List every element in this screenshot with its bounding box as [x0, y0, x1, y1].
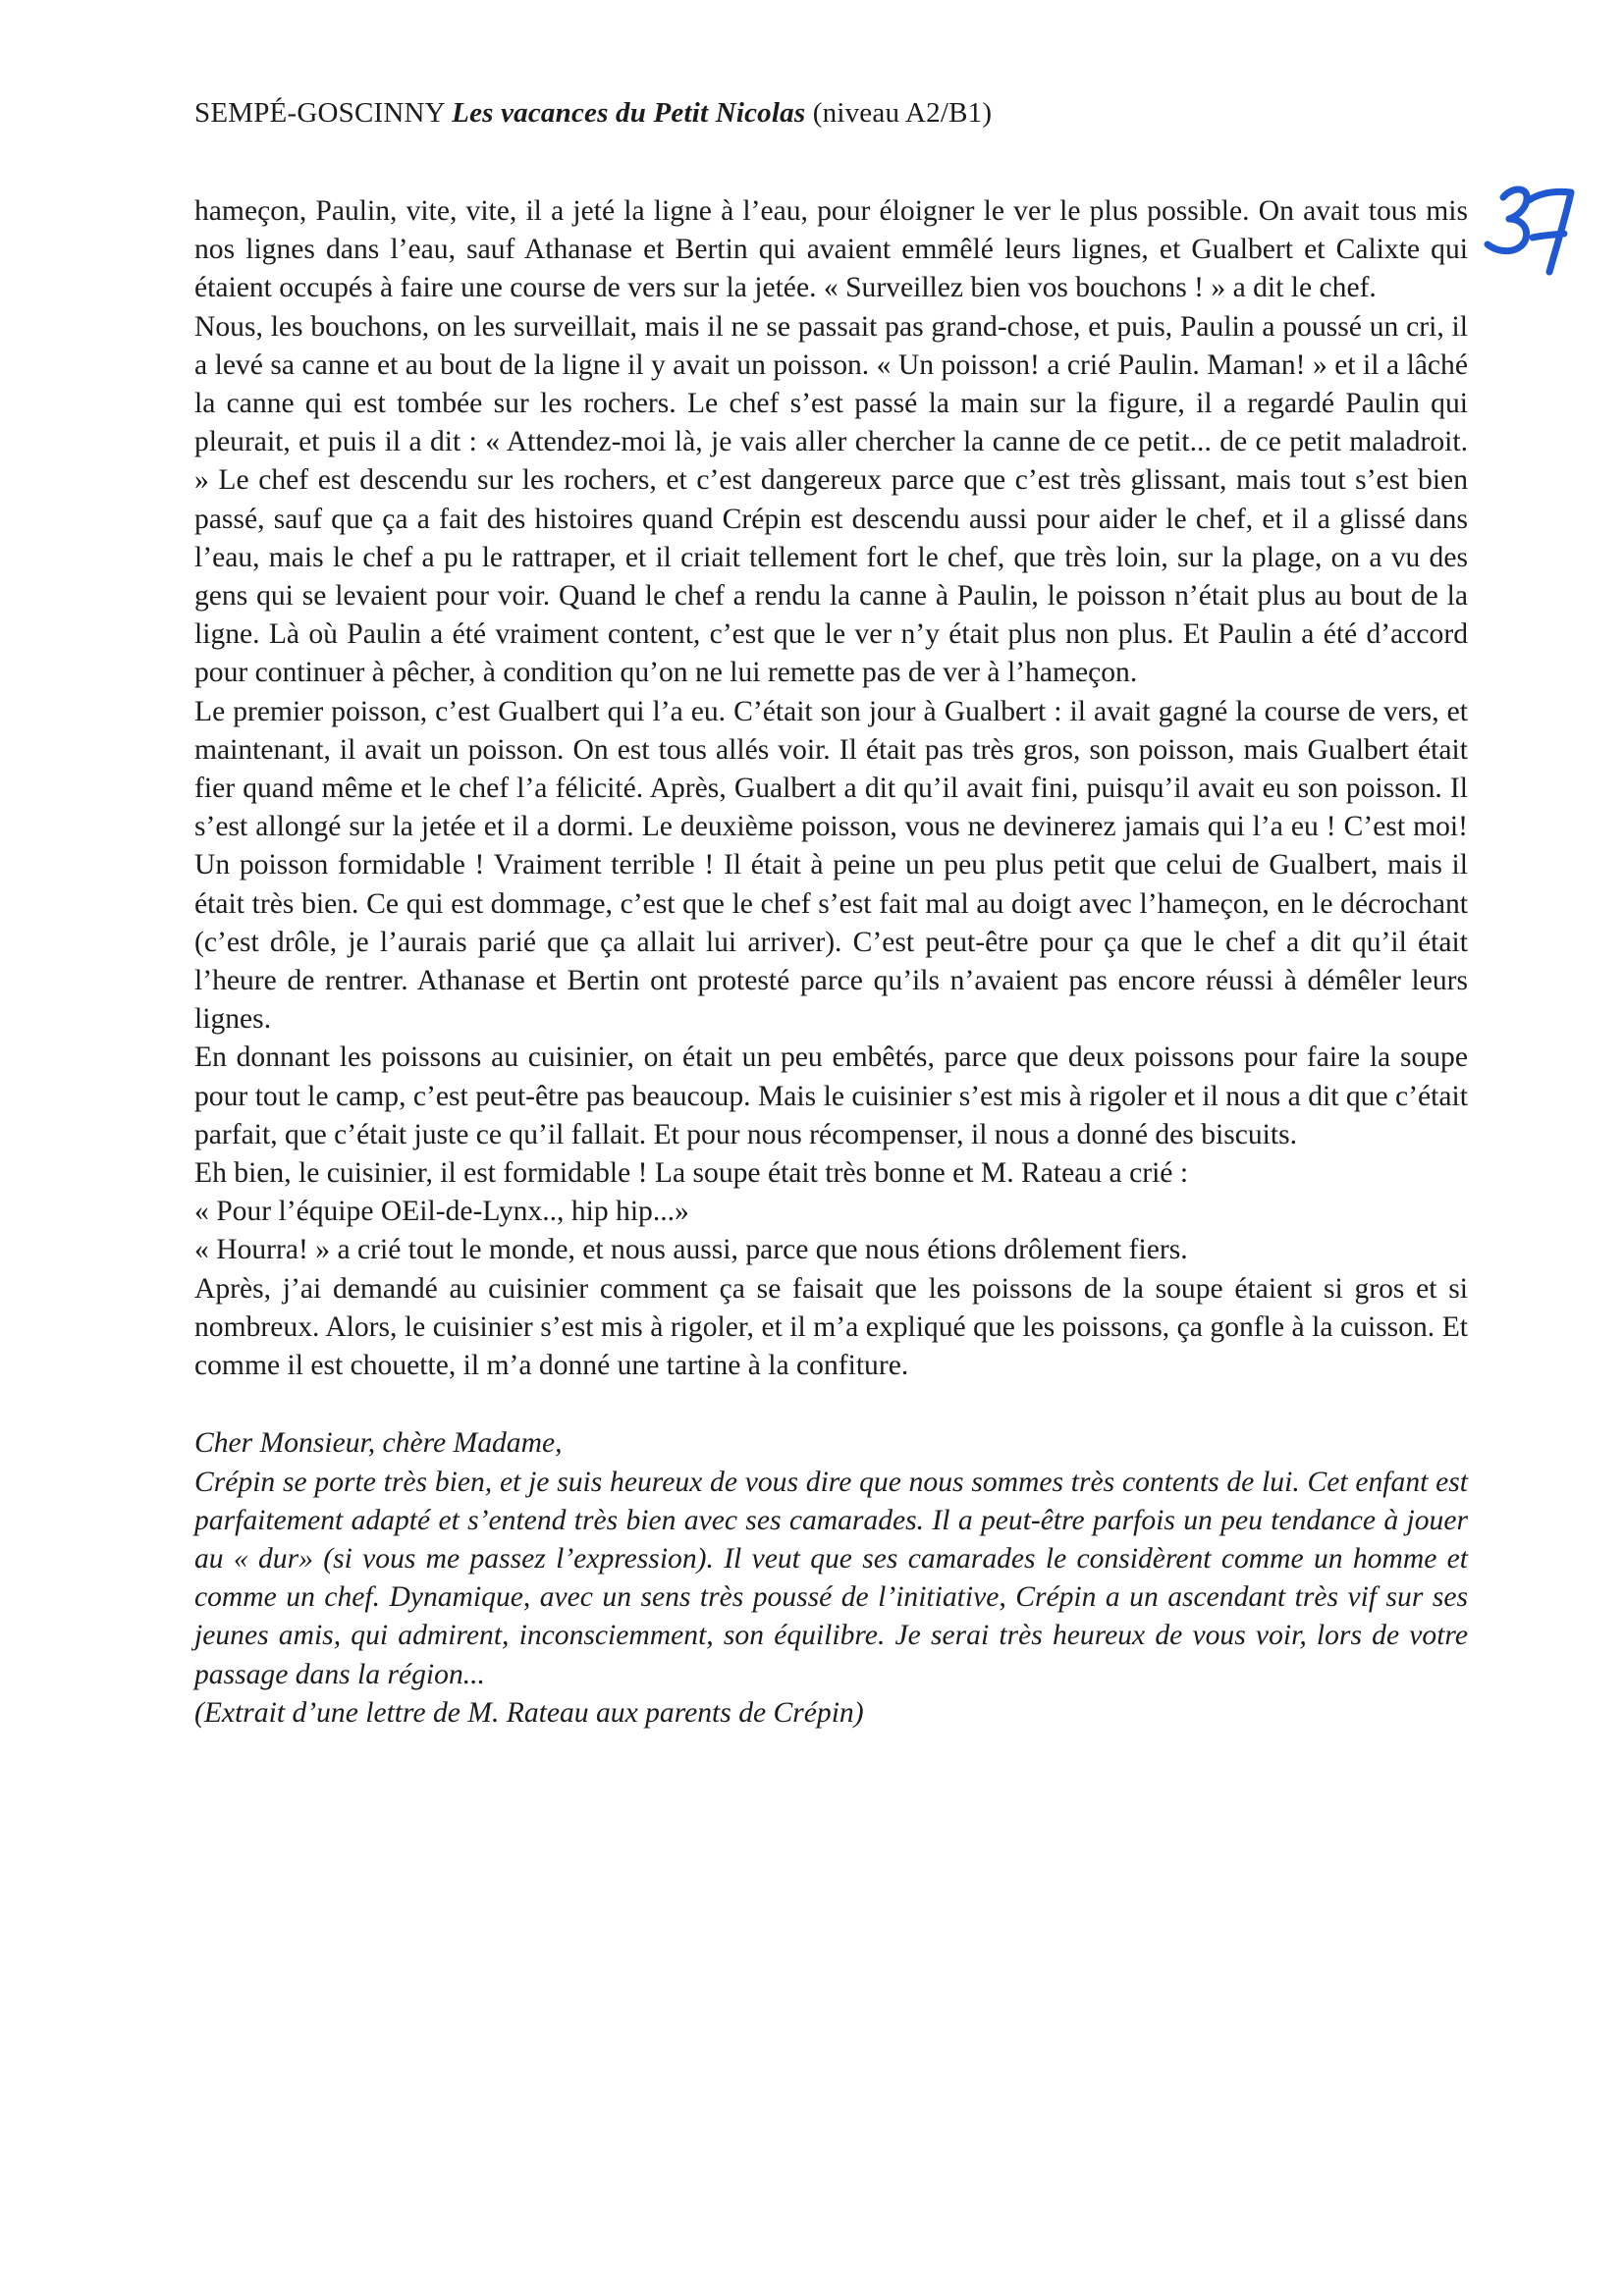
story-paragraph: « Hourra! » a crié tout le monde, et nous aussi, parce que nous étions drôlement fiers.: [194, 1234, 1188, 1266]
header-book-title: Les vacances du Petit Nicolas: [452, 97, 806, 129]
page-header: [194, 97, 992, 130]
letter-section: [194, 1424, 1468, 1733]
letter-attribution: (Extrait d’une lettre de M. Rateau aux parents de Crépin): [194, 1696, 864, 1729]
story-paragraph: hameçon, Paulin, vite, vite, il a jeté la ligne à l’eau, pour éloigner le ver le plus possible. On avait tous mis nos lignes dans l’eau, sauf Athanase et Bertin qui avaient emmêlé leurs lignes, et Gualbert et Calixte qui étaient occupés à faire une course de vers sur la jetée. « Surveillez bien vos bouchons ! » a dit le chef.: [194, 195, 1468, 304]
handwritten-page-number: [1475, 183, 1583, 283]
story-paragraph: Le premier poisson, c’est Gualbert qui l’a eu. C’était son jour à Gualbert : il avait gagné la course de vers, et maintenant, il avait un poisson. On est tous allés voir. Il était pas très gros, son poisson, mais Gualbert était fier quand même et le chef l’a félicité. Après, Gualbert a dit qu’il avait fini, puisqu’il avait eu son poisson. Il s’est allongé sur la jetée et il a dormi. Le deuxième poisson, vous ne devinerez jamais qui l’a eu ! C’est moi! Un poisson formidable ! Vraiment terrible ! Il était à peine un peu plus petit que celui de Gualbert, mais il était très bien. Ce qui est dommage, c’est que le chef s’est fait mal au doigt avec l’hameçon, en le décrochant (c’est drôle, je l’aurais parié que ça allait lui arriver). C’est peut-être pour ça que le chef a dit qu’il était l’heure de rentrer. Athanase et Bertin ont protesté parce qu’ils n’avaient pas encore réussi à démêler leurs lignes.: [194, 695, 1468, 1036]
story-paragraph: Après, j’ai demandé au cuisinier comment ça se faisait que les poissons de la soupe étaient si gros et si nombreux. Alors, le cuisinier s’est mis à rigoler, et il m’a expliqué que les poissons, ça gonfle à la cuisson. Et comme il est chouette, il m’a donné une tartine à la confiture.: [194, 1272, 1468, 1382]
header-level: (niveau A2/B1): [812, 97, 993, 129]
header-authors: SEMPÉ-GOSCINNY: [194, 97, 445, 129]
digit-3-stroke: [1488, 189, 1527, 251]
story-paragraph: Nous, les bouchons, on les surveillait, mais il ne se passait pas grand-chose, et puis, Paulin a poussé un cri, il a levé sa canne et au bout de la ligne il y avait un poisson. « Un poisson! a crié Paulin. Maman! » et il a lâché la canne qui est tombée sur les rochers. Le chef s’est passé la main sur la figure, il a regardé Paulin qui pleurait, et puis il a dit : « Attendez-moi là, je vais aller chercher la canne de ce petit... de ce petit maladroit. » Le chef est descendu sur les rochers, et c’est dangereux parce que c’est très glissant, mais tout s’est bien passé, sauf que ça a fait des histoires quand Crépin est descendu aussi pour aider le chef, et il a glissé dans l’eau, mais le chef a pu le rattraper, et il criait tellement fort le chef, que très loin, sur la plage, on a vu des gens qui se levaient pour voir. Quand le chef a rendu la canne à Paulin, le poisson n’était plus au bout de la ligne. Là où Paulin a été vraiment content, c’est que le ver n’y était plus non plus. Et Paulin a été d’accord pour continuer à pêcher, à condition qu’on ne lui remette pas de ver à l’hameçon.: [194, 310, 1468, 689]
story-paragraph: En donnant les poissons au cuisinier, on était un peu embêtés, parce que deux poissons pour faire la soupe pour tout le camp, c’est peut-être pas beaucoup. Mais le cuisinier s’est mis à rigoler et il nous a dit que c’était parfait, que c’était juste ce qu’il fallait. Et pour nous récompenser, il nous a donné des biscuits.: [194, 1041, 1468, 1150]
story-paragraph: Eh bien, le cuisinier, il est formidable ! La soupe était très bonne et M. Rateau a crié :: [194, 1157, 1189, 1190]
digit-7-stroke: [1529, 191, 1571, 272]
story-paragraph: « Pour l’équipe OEil-de-Lynx.., hip hip...»: [194, 1196, 689, 1228]
text-column: [194, 192, 1468, 1733]
letter-body: Crépin se porte très bien, et je suis heureux de vous dire que nous sommes très contents de lui. Cet enfant est parfaitement adapté et s’entend très bien avec ses camarades. Il a peut-être parfois un peu tendance à jouer au « dur» (si vous me passez l’expression). Il veut que ses camarades le considèrent comme un homme et comme un chef. Dynamique, avec un sens très poussé de l’initiative, Crépin a un ascendant très vif sur ses jeunes amis, qui admirent, inconsciemment, son équilibre. Je serai très heureux de vous voir, lors de votre passage dans la région...: [194, 1466, 1468, 1690]
letter-salutation: Cher Monsieur, chère Madame,: [194, 1427, 563, 1460]
